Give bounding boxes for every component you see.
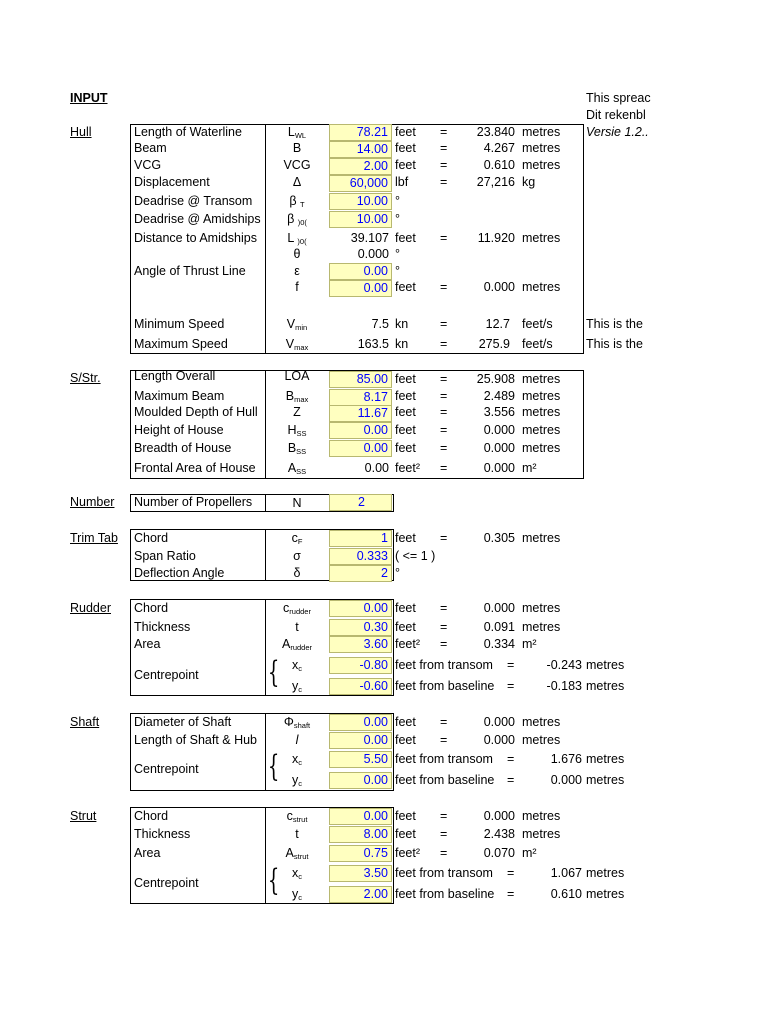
brace-icon: { [267, 863, 280, 898]
row-symbol: $B_{SS}$ [287, 441, 307, 456]
span-ratio-input[interactable]: 0.333 [329, 548, 392, 565]
row-symbol: $y_c$ [292, 679, 302, 694]
row-result-unit: metres [586, 773, 625, 787]
displacement-input[interactable]: 60,000 [329, 175, 392, 192]
row-unit: feet from transom [395, 866, 493, 880]
thrust-angle-input[interactable]: 0.00 [329, 263, 392, 280]
row-unit: ° [395, 247, 400, 261]
row-unit: lbf [395, 175, 409, 189]
row-result: 2.489 [483, 389, 515, 403]
row-equals: = [440, 280, 448, 294]
row-equals: = [507, 658, 515, 672]
row-equals: = [440, 389, 448, 403]
row-result-unit: metres [522, 231, 561, 245]
row-description: Angle of Thrust Line [134, 264, 246, 278]
max-speed-value: 163.5 [357, 337, 389, 351]
row-symbol: σ [293, 549, 301, 563]
row-result-unit: metres [522, 389, 561, 403]
rudder-thickness-input[interactable]: 0.30 [329, 619, 392, 636]
row-unit: feet [395, 231, 416, 245]
row-symbol: $A_{SS}$ [287, 461, 307, 476]
row-result-unit: metres [522, 141, 561, 155]
row-result: 0.000 [483, 461, 515, 475]
row-unit: ( <= 1 ) [395, 549, 436, 563]
deadrise-amidships-input[interactable]: 10.00 [329, 211, 392, 228]
row-symbol: ε [294, 264, 300, 278]
row-result: 0.070 [483, 846, 515, 860]
row-result: 0.000 [483, 715, 515, 729]
row-unit: feet [395, 827, 416, 841]
row-description: Maximum Speed [134, 337, 228, 351]
row-result: 3.556 [483, 405, 515, 419]
row-equals: = [440, 809, 448, 823]
row-result: 0.305 [483, 531, 515, 545]
row-description: Area [134, 846, 161, 860]
section-label-strut: Strut [70, 809, 97, 823]
row-equals: = [507, 773, 515, 787]
row-symbol: β $_T$ [289, 194, 305, 209]
row-symbol: B [292, 141, 302, 155]
spreadsheet-note-1: This spreac [586, 91, 651, 105]
row-unit: feet from baseline [395, 887, 495, 901]
row-unit: feet [395, 280, 416, 294]
row-result-unit: kg [522, 175, 536, 189]
row-symbol: $B_{max}$ [285, 389, 309, 404]
row-result: 0.000 [550, 773, 582, 787]
row-symbol: Z [293, 405, 301, 419]
row-result: 27,216 [476, 175, 515, 189]
rudder-centrepoint-label: Centrepoint [134, 668, 199, 682]
row-unit: feet [395, 715, 416, 729]
row-result-unit: metres [522, 809, 561, 823]
row-equals: = [440, 601, 448, 615]
row-equals: = [440, 158, 448, 172]
spreadsheet-note-2: Dit rekenbl [586, 108, 646, 122]
version-note: Versie 1.2.. [586, 125, 649, 139]
section-label-rudder: Rudder [70, 601, 111, 615]
row-description: Diameter of Shaft [134, 715, 232, 729]
row-description: Deadrise @ Amidships [134, 212, 261, 226]
row-symbol: Δ [292, 175, 302, 189]
strut-yc-input[interactable]: 2.00 [329, 886, 392, 903]
trimtab-chord-input[interactable]: 1 [329, 530, 392, 547]
row-equals: = [440, 231, 448, 245]
row-unit: feet from baseline [395, 773, 495, 787]
row-result-unit: feet/s [522, 337, 553, 351]
f-input[interactable]: 0.00 [329, 280, 392, 297]
deadrise-transom-input[interactable]: 10.00 [329, 193, 392, 210]
row-equals: = [440, 337, 448, 351]
row-equals: = [440, 827, 448, 841]
row-equals: = [440, 423, 448, 437]
row-description: Distance to Amidships [134, 231, 257, 245]
row-symbol: δ [293, 566, 301, 580]
row-unit: feet [395, 601, 416, 615]
row-description: Chord [134, 809, 169, 823]
row-result-unit: metres [586, 658, 625, 672]
row-symbol: θ [293, 247, 301, 261]
row-note: This is the [586, 337, 643, 351]
row-result-unit: metres [522, 158, 561, 172]
row-symbol: $x_c$ [292, 658, 302, 673]
row-result: 12.7 [485, 317, 510, 331]
row-description: Minimum Speed [134, 317, 225, 331]
row-result-unit: metres [522, 280, 561, 294]
row-unit: feet [395, 158, 416, 172]
row-equals: = [440, 125, 448, 139]
row-result-unit: metres [586, 752, 625, 766]
row-symbol: f [295, 280, 299, 294]
distance-amidships-value: 39.107 [350, 231, 389, 245]
row-result: 0.610 [483, 158, 515, 172]
number-symbol: N [292, 496, 302, 510]
row-symbol: $\Phi_{shaft}$ [283, 715, 311, 730]
row-result: -0.243 [546, 658, 582, 672]
row-unit: feet² [395, 846, 421, 860]
row-result: 0.000 [483, 733, 515, 747]
row-unit: feet [395, 405, 416, 419]
row-symbol: $A_{rudder}$ [281, 637, 313, 652]
row-description: Length of Waterline [134, 125, 242, 139]
row-unit: feet [395, 531, 416, 545]
row-unit: kn [395, 317, 409, 331]
row-result: 0.000 [483, 423, 515, 437]
theta-value: 0.000 [357, 247, 389, 261]
row-unit: ° [395, 194, 400, 208]
row-result-unit: metres [522, 715, 561, 729]
section-label-trim-tab: Trim Tab [70, 531, 118, 545]
row-unit: feet from transom [395, 752, 493, 766]
row-description: Height of House [134, 423, 224, 437]
strut-centrepoint-label: Centrepoint [134, 876, 199, 890]
row-description: Chord [134, 531, 169, 545]
row-unit: feet [395, 389, 416, 403]
brace-icon: { [267, 749, 280, 784]
row-result-unit: metres [522, 601, 561, 615]
section-label-shaft: Shaft [70, 715, 100, 729]
rudder-chord-input[interactable]: 0.00 [329, 600, 392, 617]
row-unit: kn [395, 337, 409, 351]
row-symbol: $H_{SS}$ [287, 423, 307, 438]
row-equals: = [507, 679, 515, 693]
row-result: 275.9 [478, 337, 510, 351]
row-result-unit: m² [522, 637, 537, 651]
row-equals: = [507, 866, 515, 880]
brace-icon: { [267, 655, 280, 690]
moulded-depth-input[interactable]: 11.67 [329, 405, 392, 422]
row-symbol: t [295, 620, 299, 634]
row-description: Moulded Depth of Hull [134, 405, 258, 419]
row-result: 2.438 [483, 827, 515, 841]
length-waterline-input[interactable]: 78.21 [329, 124, 392, 141]
row-description: Frontal Area of House [134, 461, 256, 475]
shaft-diameter-input[interactable]: 0.00 [329, 714, 392, 731]
row-result: 23.840 [476, 125, 515, 139]
row-result: 0.000 [483, 280, 515, 294]
row-result-unit: metres [522, 405, 561, 419]
row-description: Displacement [134, 175, 210, 189]
shaft-xc-input[interactable]: 5.50 [329, 751, 392, 768]
row-description: Length of Shaft & Hub [134, 733, 258, 747]
row-equals: = [440, 175, 448, 189]
row-result-unit: metres [522, 620, 561, 634]
row-equals: = [440, 441, 448, 455]
row-description: Deadrise @ Transom [134, 194, 253, 208]
row-result-unit: metres [522, 827, 561, 841]
row-description: Length Overall [134, 369, 216, 383]
row-symbol: VCG [283, 158, 311, 172]
row-result-unit: metres [522, 372, 561, 386]
shaft-yc-input[interactable]: 0.00 [329, 772, 392, 789]
row-description: Thickness [134, 827, 191, 841]
row-unit: feet [395, 809, 416, 823]
row-note: This is the [586, 317, 643, 331]
row-unit: feet [395, 141, 416, 155]
deflection-angle-input[interactable]: 2 [329, 565, 392, 582]
row-result: 0.334 [483, 637, 515, 651]
beam-input[interactable]: 14.00 [329, 141, 392, 158]
max-beam-input[interactable]: 8.17 [329, 389, 392, 406]
row-symbol: L $_{)0(}$ [287, 231, 307, 246]
strut-xc-input[interactable]: 3.50 [329, 865, 392, 882]
row-result-unit: feet/s [522, 317, 553, 331]
row-symbol: $c_{rudder}$ [283, 601, 311, 616]
row-symbol: l [295, 733, 299, 747]
rudder-area-input[interactable]: 3.60 [329, 636, 392, 653]
row-symbol: $V_{min}$ [286, 317, 308, 332]
strut-area-input[interactable]: 0.75 [329, 845, 392, 862]
section-label-hull: Hull [70, 125, 92, 139]
row-description: VCG [134, 158, 162, 172]
input-title: INPUT [70, 91, 108, 105]
row-symbol: $A_{strut}$ [285, 846, 309, 861]
row-result-unit: metres [586, 866, 625, 880]
row-description: Thickness [134, 620, 191, 634]
row-description: Breadth of House [134, 441, 232, 455]
row-result-unit: metres [522, 423, 561, 437]
rudder-xc-input[interactable]: -0.80 [329, 657, 392, 674]
row-result-unit: metres [586, 887, 625, 901]
row-symbol: $L_{WL}$ [287, 125, 307, 140]
row-result-unit: metres [522, 441, 561, 455]
row-unit: feet [395, 620, 416, 634]
strut-chord-input[interactable]: 0.00 [329, 808, 392, 825]
vcg-input[interactable]: 2.00 [329, 158, 392, 175]
row-unit: feet [395, 372, 416, 386]
row-unit: feet from transom [395, 658, 493, 672]
row-result: 25.908 [476, 372, 515, 386]
row-unit: feet [395, 423, 416, 437]
row-equals: = [440, 733, 448, 747]
row-description: Span Ratio [134, 549, 196, 563]
row-unit: feet [395, 733, 416, 747]
row-result: 0.091 [483, 620, 515, 634]
rudder-yc-input[interactable]: -0.60 [329, 678, 392, 695]
row-result: 0.000 [483, 809, 515, 823]
min-speed-value: 7.5 [371, 317, 389, 331]
row-symbol: $c_{strut}$ [286, 809, 308, 824]
row-unit: feet² [395, 637, 421, 651]
row-equals: = [440, 372, 448, 386]
row-description: Maximum Beam [134, 389, 225, 403]
row-equals: = [440, 141, 448, 155]
row-unit: feet [395, 125, 416, 139]
row-equals: = [440, 637, 448, 651]
row-result: 11.920 [477, 231, 515, 245]
row-symbol: $V_{max}$ [285, 337, 309, 352]
propellers-input[interactable]: 2 [329, 494, 392, 511]
row-result-unit: metres [522, 733, 561, 747]
row-symbol: $y_c$ [292, 887, 302, 902]
section-label-number: Number [70, 495, 115, 509]
row-symbol: $y_c$ [292, 773, 302, 788]
number-description: Number of Propellers [134, 495, 253, 509]
row-result: 0.610 [550, 887, 582, 901]
house-frontal-area-value: 0.00 [364, 461, 389, 475]
row-equals: = [440, 317, 448, 331]
house-breadth-input[interactable]: 0.00 [329, 440, 392, 457]
row-symbol: β $_{)0(}$ [287, 212, 307, 227]
row-result-unit: metres [522, 125, 561, 139]
row-result: 1.676 [550, 752, 582, 766]
row-result-unit: m² [522, 846, 537, 860]
row-description: Chord [134, 601, 169, 615]
row-equals: = [440, 715, 448, 729]
row-result-unit: metres [522, 531, 561, 545]
row-result-unit: m² [522, 461, 537, 475]
row-equals: = [507, 887, 515, 901]
row-symbol: t [295, 827, 299, 841]
row-equals: = [440, 620, 448, 634]
shaft-length-input[interactable]: 0.00 [329, 732, 392, 749]
row-unit: feet [395, 441, 416, 455]
row-symbol: $x_c$ [292, 752, 302, 767]
length-overall-input[interactable]: 85.00 [329, 371, 392, 388]
row-unit: ° [395, 264, 400, 278]
row-equals: = [507, 752, 515, 766]
row-symbol: LOA [284, 369, 310, 383]
section-label-sstr: S/Str. [70, 371, 101, 385]
row-description: Beam [134, 141, 167, 155]
row-result: 0.000 [483, 441, 515, 455]
row-unit: feet from baseline [395, 679, 495, 693]
row-result: 1.067 [550, 866, 582, 880]
row-result-unit: metres [586, 679, 625, 693]
row-equals: = [440, 405, 448, 419]
row-unit: ° [395, 212, 400, 226]
row-description: Area [134, 637, 161, 651]
shaft-centrepoint-label: Centrepoint [134, 762, 199, 776]
row-equals: = [440, 846, 448, 860]
row-symbol: $x_c$ [292, 866, 302, 881]
row-symbol: $c_F$ [291, 531, 303, 546]
row-unit: feet² [395, 461, 421, 475]
row-result: 0.000 [483, 601, 515, 615]
row-description: Deflection Angle [134, 566, 225, 580]
row-result: -0.183 [546, 679, 582, 693]
strut-thickness-input[interactable]: 8.00 [329, 826, 392, 843]
row-unit: ° [395, 566, 400, 580]
row-result: 4.267 [483, 141, 515, 155]
house-height-input[interactable]: 0.00 [329, 422, 392, 439]
row-equals: = [440, 461, 448, 475]
row-equals: = [440, 531, 448, 545]
